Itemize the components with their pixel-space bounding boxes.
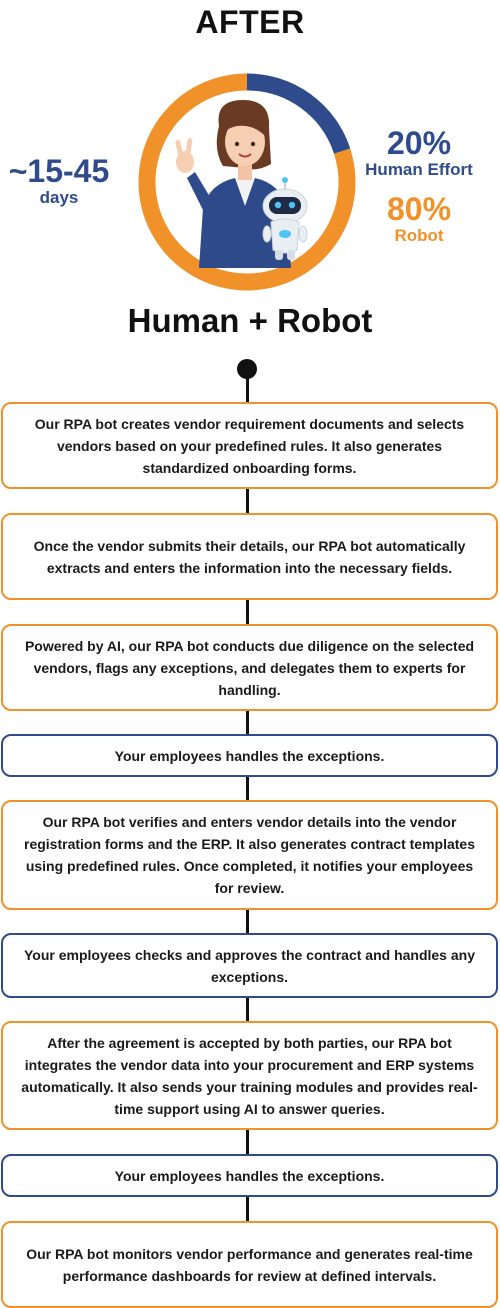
section-subtitle: Human + Robot <box>127 302 373 339</box>
robot-label: Robot <box>394 226 444 245</box>
timeline-start-dot <box>237 359 257 379</box>
page-title: AFTER <box>195 4 305 40</box>
process-step: Your employees handles the exceptions. <box>1 1154 498 1197</box>
duration-value: ~15-45 <box>8 153 110 189</box>
process-step: Our RPA bot monitors vendor performance and generates real-time performance dashboards for review at defined intervals. <box>1 1221 498 1308</box>
duration-label: days <box>39 188 79 207</box>
raised-arm-shape <box>187 172 213 210</box>
human-effort-stat <box>356 126 482 180</box>
duration-stat <box>0 154 118 208</box>
process-step: Our RPA bot verifies and enters vendor details into the vendor registration forms and the ERP. It also generates contract templates using predefined rules. Once completed, it notifies your employees for review. <box>1 800 498 910</box>
human-effort-label: Human Effort <box>365 160 473 179</box>
process-step: After the agreement is accepted by both parties, our RPA bot integrates the vendor data into your procurement and ERP systems automatically. It also sends your training modules and provides real-time support using AI to answer queries. <box>1 1021 498 1130</box>
process-step: Our RPA bot creates vendor requirement documents and selects vendors based on your predefined rules. It also generates standardized onboarding forms. <box>1 402 498 489</box>
robot-stat <box>356 192 482 246</box>
human-robot-illustration <box>157 98 337 268</box>
process-step: Your employees handles the exceptions. <box>1 734 498 777</box>
robot-value: 80% <box>386 191 452 227</box>
process-step: Once the vendor submits their details, our RPA bot automatically extracts and enters the information into the necessary fields. <box>1 513 498 600</box>
human-effort-value: 20% <box>386 125 452 161</box>
process-step: Your employees checks and approves the contract and handles any exceptions. <box>1 933 498 998</box>
process-step: Powered by AI, our RPA bot conducts due diligence on the selected vendors, flags any exceptions, and delegates them to experts for handling. <box>1 624 498 711</box>
